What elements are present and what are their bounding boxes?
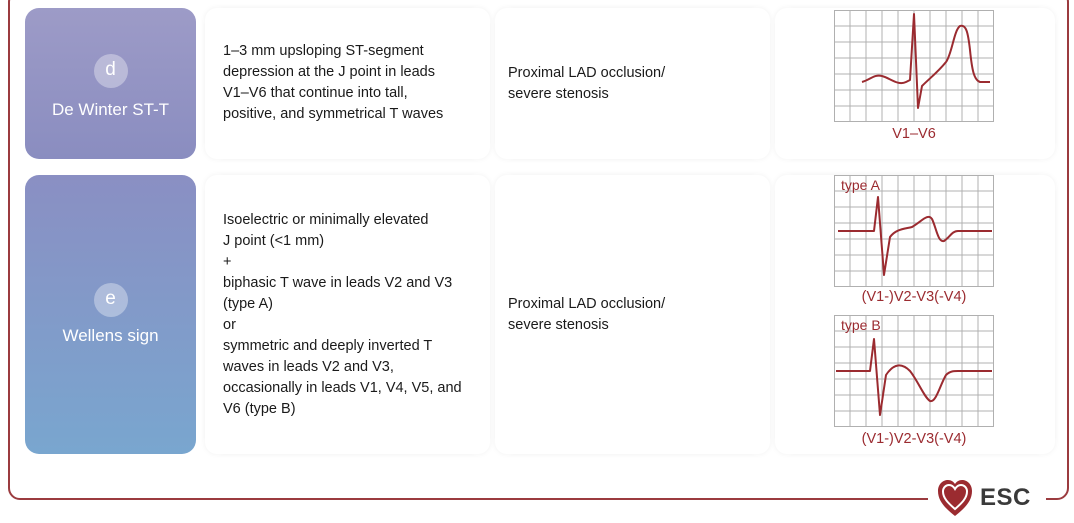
type-a-label: type A	[841, 177, 880, 193]
row-e-description: Isoelectric or minimally elevated J point (<1 mm) + biphasic T wave in leads V2 and V3 (type A) or symmetric and deeply inverted T waves in leads V2 and V3, occasionally in leads V1, V4, V5, and V6 (type B)	[223, 212, 462, 417]
esc-logo-text: ESC	[980, 484, 1031, 511]
row-d-description: 1–3 mm upsloping ST-segment depression at the J point in leads V1–V6 that continue into tall, positive, and symmetrical T waves	[223, 43, 444, 122]
row-e-label-tile	[25, 175, 196, 454]
row-d-ecg-cell	[775, 8, 1055, 159]
row-d-description-cell	[205, 8, 490, 159]
row-d-ecg-caption: V1–V6	[892, 126, 936, 142]
row-d-badge: d	[94, 54, 128, 88]
row-e-badge: e	[94, 283, 128, 317]
type-a-caption: (V1-)V2-V3(-V4)	[861, 289, 967, 305]
type-b-caption: (V1-)V2-V3(-V4)	[861, 431, 967, 447]
row-d-cause: Proximal LAD occlusion/ severe stenosis	[508, 65, 666, 102]
de-winter-waveform	[862, 14, 990, 108]
row-e-cause: Proximal LAD occlusion/ severe stenosis	[508, 296, 666, 333]
row-e-cause-cell	[495, 175, 770, 454]
de-winter-ecg-icon	[834, 10, 994, 122]
row-d-name: De Winter ST-T	[51, 100, 170, 119]
row-e-name: Wellens sign	[62, 326, 159, 345]
row-d-cause-cell	[495, 8, 770, 159]
type-b-label: type B	[841, 317, 881, 333]
row-d-label-tile	[25, 8, 196, 159]
esc-heart-logo-icon	[937, 478, 973, 518]
row-e-ecg-cell	[775, 175, 1055, 454]
row-e-description-cell	[205, 175, 490, 454]
wellens-type-a-waveform	[838, 197, 992, 275]
